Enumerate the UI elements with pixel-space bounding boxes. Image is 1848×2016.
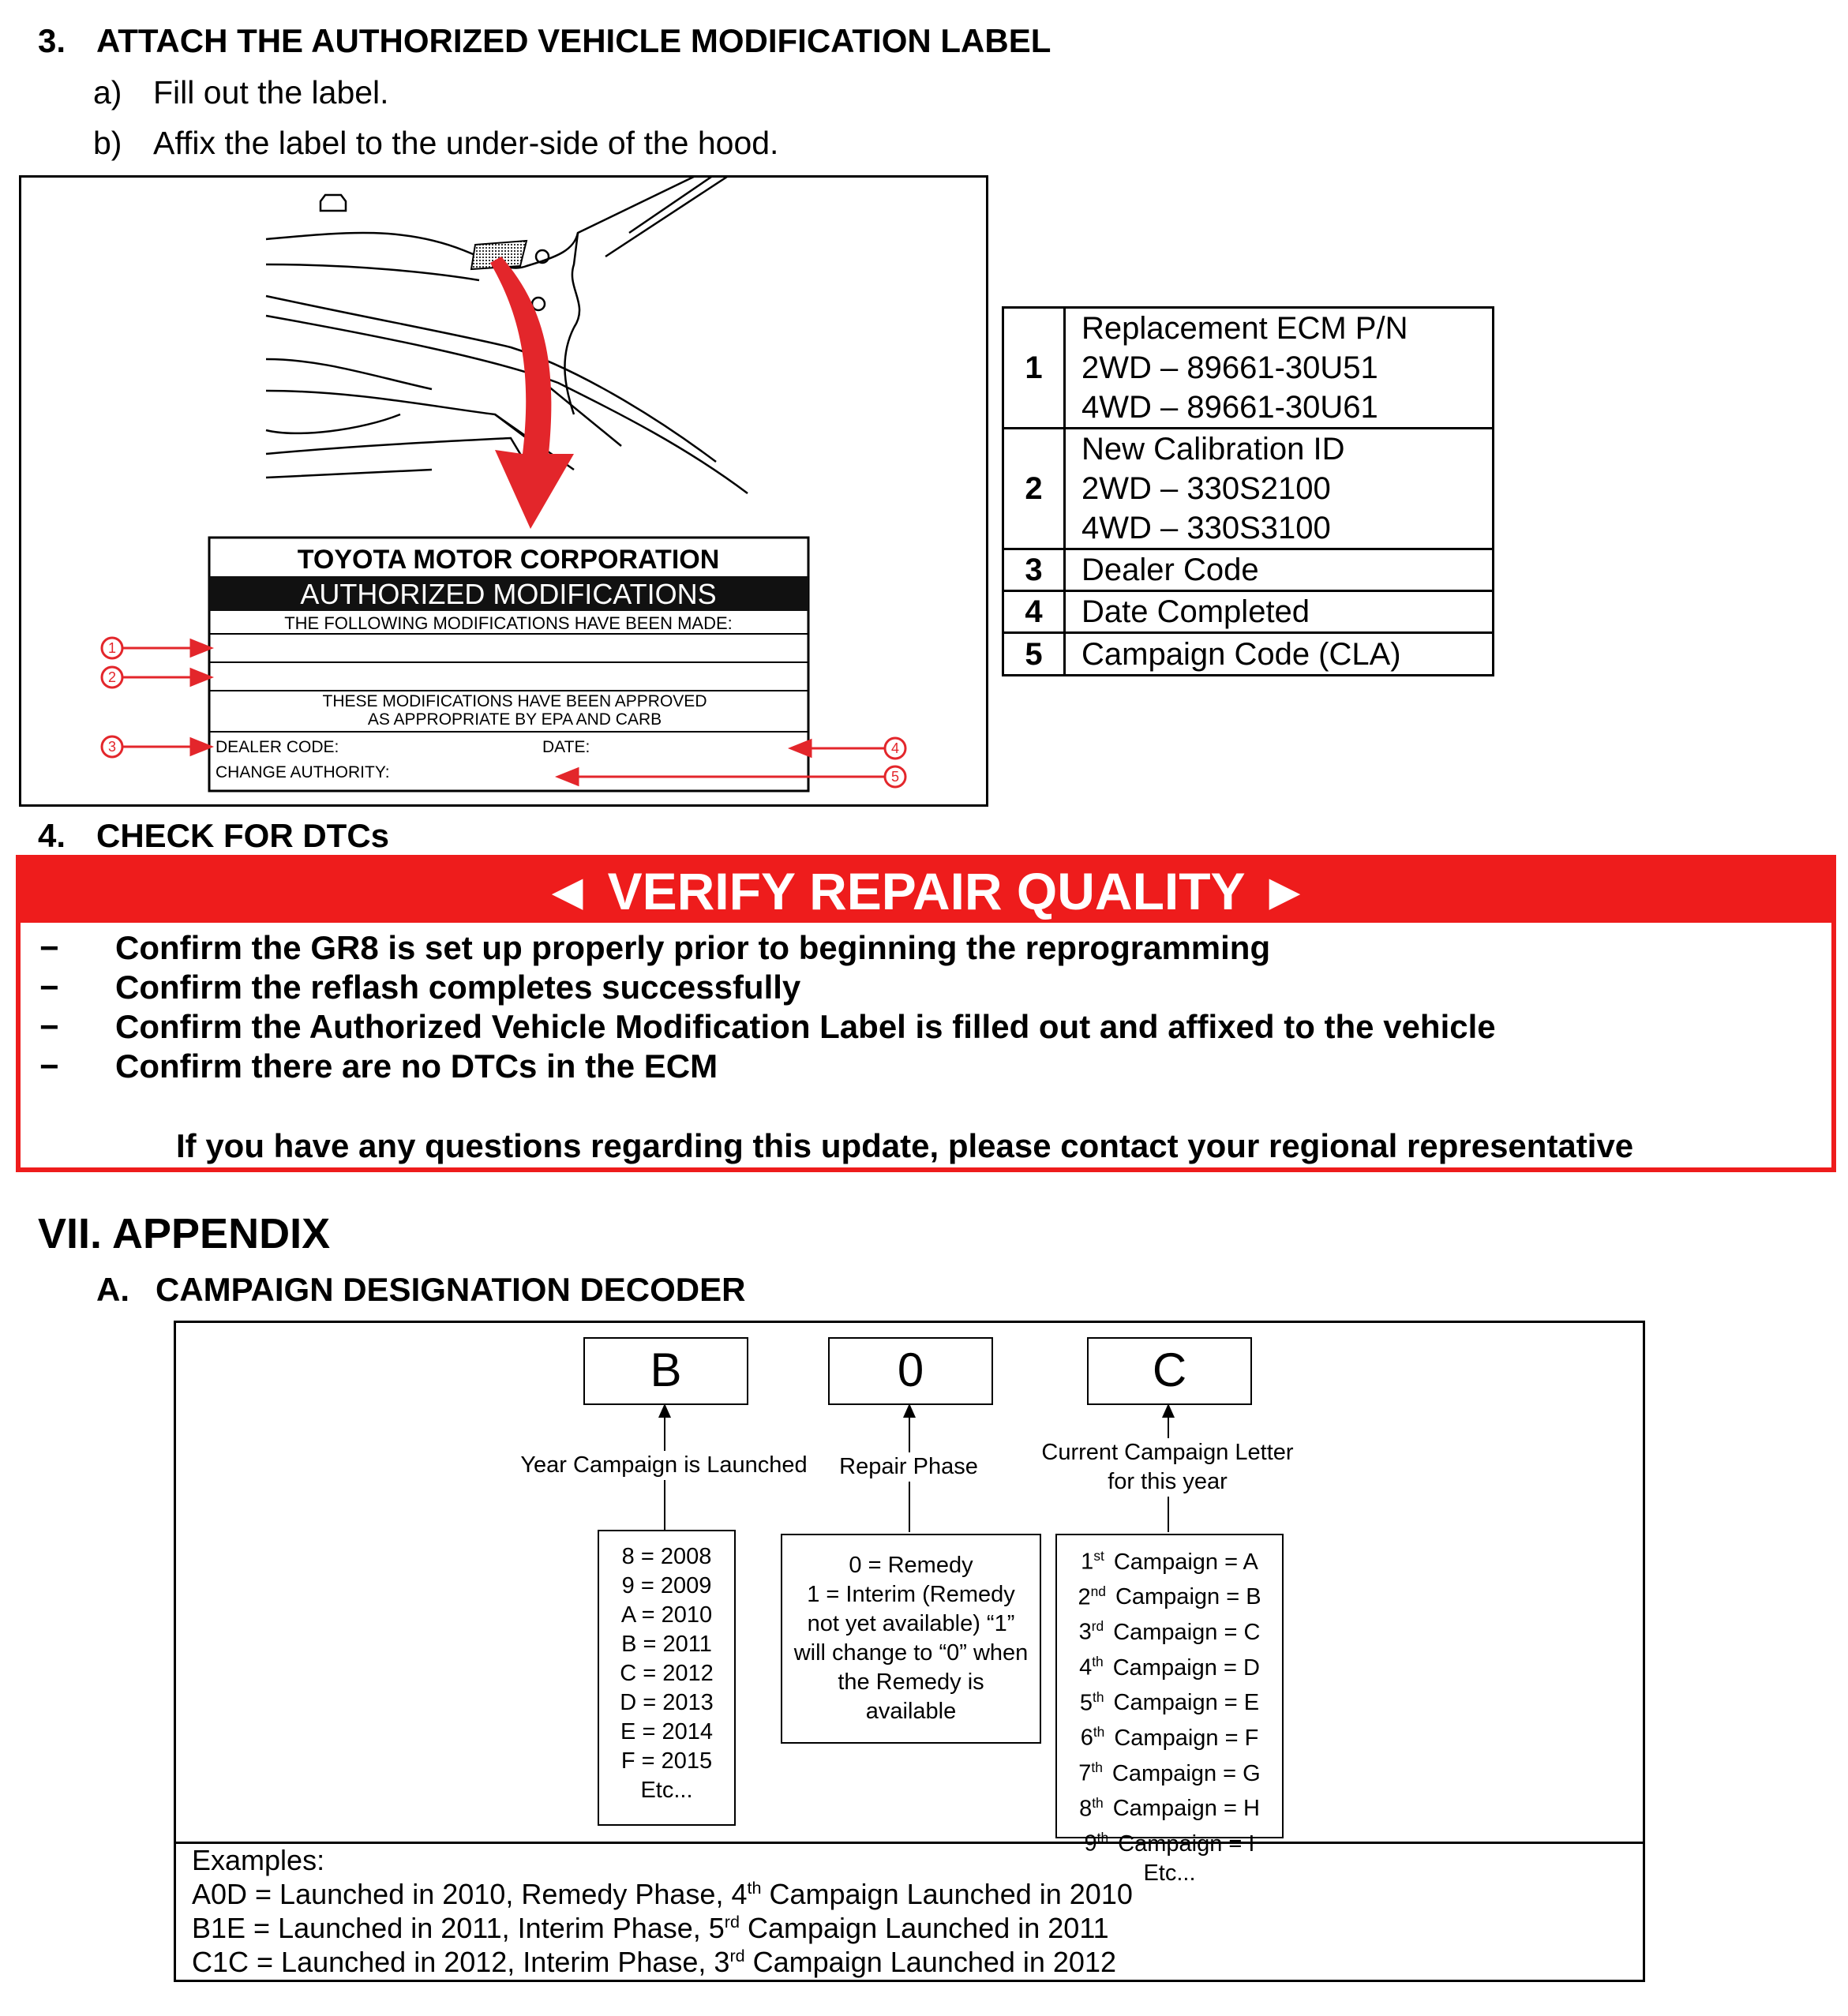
table-row: [1003, 429, 1494, 549]
ordinal-suffix: th: [1092, 1794, 1104, 1811]
label-field-table: [1002, 306, 1494, 676]
row-number: 3: [1003, 549, 1065, 591]
ordinal: 3: [1078, 1619, 1092, 1645]
caption-current-2: for this year: [1033, 1467, 1302, 1497]
label-dealer-code: DEALER CODE:: [216, 738, 339, 756]
ordinal-suffix: th: [1092, 1653, 1104, 1669]
row-number: 1: [1003, 308, 1065, 429]
cell-line: 2WD – 330S2100: [1081, 471, 1331, 506]
red-curved-arrow: [490, 257, 574, 529]
campaign-code: [1057, 1753, 1282, 1789]
cell-line: 4WD – 89661-30U61: [1081, 390, 1378, 425]
row-content: Date Completed: [1065, 591, 1494, 633]
dash: −: [39, 969, 59, 1006]
example-sup: th: [747, 1878, 762, 1898]
phase-code: will change to “0” when: [793, 1640, 1029, 1666]
cell-line: New Calibration ID: [1081, 432, 1345, 467]
dash: −: [39, 929, 59, 966]
step4-title: CHECK FOR DTCs: [96, 817, 390, 854]
campaign-text: Campaign = G: [1111, 1760, 1261, 1786]
year-code: D = 2013: [620, 1690, 714, 1715]
step3-title: ATTACH THE AUTHORIZED VEHICLE MODIFICATION LABEL: [96, 22, 1051, 59]
row-content: [1065, 308, 1494, 429]
item-text: Confirm there are no DTCs in the ECM: [115, 1047, 718, 1085]
campaign-text: Campaign = C: [1113, 1619, 1261, 1645]
ordinal: 9: [1084, 1831, 1097, 1857]
cell-line: 2WD – 89661-30U51: [1081, 350, 1378, 385]
arrow-up-icon: [1162, 1403, 1175, 1418]
example-line: [192, 1946, 1116, 1979]
arrow-up-icon: [658, 1403, 671, 1418]
label-change-authority: CHANGE AUTHORITY:: [216, 763, 390, 781]
callout-3: 3: [107, 739, 117, 755]
examples-title: Examples:: [192, 1844, 325, 1876]
row-number: 4: [1003, 591, 1065, 633]
label-date: DATE:: [542, 738, 590, 756]
row-number: 2: [1003, 429, 1065, 549]
campaign-codes-box: [1055, 1534, 1284, 1886]
cell-line: 4WD – 330S3100: [1081, 511, 1331, 545]
campaign-text: Campaign = H: [1112, 1796, 1260, 1822]
example-b: Campaign Launched in 2011: [740, 1912, 1109, 1944]
campaign-text: Campaign = I: [1118, 1831, 1255, 1857]
phase-code: available: [865, 1699, 957, 1724]
ordinal: 7: [1078, 1760, 1092, 1786]
year-code: F = 2015: [620, 1748, 713, 1774]
ordinal: 5: [1079, 1690, 1093, 1716]
letter-box-phase: 0: [828, 1337, 993, 1405]
campaign-code: [1057, 1542, 1282, 1577]
year-code: Etc...: [640, 1778, 693, 1803]
substep-a-text: Fill out the label.: [153, 74, 389, 111]
example-line: [192, 1878, 1133, 1911]
label-company: TOYOTA MOTOR CORPORATION: [297, 545, 720, 575]
table-row: [1003, 633, 1494, 676]
caption-phase: Repair Phase: [834, 1452, 984, 1482]
campaign-text: Campaign = A: [1113, 1549, 1258, 1575]
campaign-code: [1057, 1683, 1282, 1718]
ordinal-suffix: st: [1093, 1548, 1104, 1564]
example-b: Campaign Launched in 2010: [761, 1878, 1133, 1910]
arrow-up-icon: [903, 1403, 916, 1418]
ordinal-suffix: th: [1091, 1759, 1103, 1775]
phase-code: not yet available) “1”: [807, 1611, 1015, 1636]
year-code: B = 2011: [621, 1632, 712, 1657]
row-number: 5: [1003, 633, 1065, 676]
cell-line: Replacement ECM P/N: [1081, 311, 1408, 346]
row-content: [1065, 429, 1494, 549]
callout-2: 2: [107, 669, 117, 685]
label-illustration: [19, 175, 988, 807]
ordinal: 4: [1079, 1654, 1093, 1681]
ordinal-suffix: th: [1093, 1724, 1105, 1741]
campaign-code: [1057, 1612, 1282, 1647]
table-row: [1003, 308, 1494, 429]
campaign-text: Campaign = B: [1115, 1584, 1261, 1610]
substep-a-marker: a): [93, 74, 122, 111]
hood-and-label-drawing: [21, 178, 986, 804]
item-text: Confirm the GR8 is set up properly prior to beginning the reprogramming: [115, 929, 1271, 966]
ordinal: 2: [1078, 1584, 1091, 1610]
phase-code: 1 = Interim (Remedy: [807, 1582, 1015, 1607]
hood-drawing: [266, 178, 748, 493]
step3-number: 3.: [38, 22, 66, 59]
campaign-text: Campaign = F: [1114, 1725, 1259, 1751]
label-approved-1: THESE MODIFICATIONS HAVE BEEN APPROVED: [322, 692, 707, 710]
row-content: Campaign Code (CLA): [1065, 633, 1494, 676]
example-a: B1E = Launched in 2011, Interim Phase, 5: [192, 1912, 725, 1944]
ordinal-suffix: th: [1096, 1830, 1109, 1846]
campaign-code: [1057, 1718, 1282, 1753]
appendix-section-marker: A.: [96, 1271, 129, 1308]
callout-4: 4: [890, 740, 900, 756]
verify-repair-quality-box: [16, 855, 1836, 1172]
divider: [176, 1842, 1643, 1844]
example-sup: rd: [729, 1946, 745, 1965]
campaign-decoder: [174, 1321, 1645, 1982]
campaign-etc: Etc...: [1143, 1860, 1196, 1886]
ordinal-suffix: rd: [1091, 1618, 1104, 1635]
label-following: THE FOLLOWING MODIFICATIONS HAVE BEEN MADE:: [284, 613, 733, 633]
campaign-code: [1057, 1647, 1282, 1683]
item-text: Confirm the reflash completes successfully: [115, 969, 801, 1006]
ordinal-suffix: nd: [1090, 1583, 1106, 1599]
example-a: C1C = Launched in 2012, Interim Phase, 3: [192, 1946, 730, 1978]
example-a: A0D = Launched in 2010, Remedy Phase, 4: [192, 1878, 748, 1910]
appendix-section-title: CAMPAIGN DESIGNATION DECODER: [156, 1271, 746, 1308]
phase-codes-box: [781, 1534, 1041, 1744]
step4-number: 4.: [38, 817, 66, 854]
phase-code: 0 = Remedy: [849, 1553, 973, 1578]
table-row: [1003, 591, 1494, 633]
year-code: 9 = 2009: [621, 1573, 712, 1598]
campaign-code: [1057, 1577, 1282, 1613]
callout-5: 5: [890, 769, 900, 785]
table-row: [1003, 549, 1494, 591]
example-line: [192, 1912, 1109, 1945]
ordinal: 6: [1080, 1725, 1093, 1751]
modification-label: [209, 538, 808, 791]
label-heading: AUTHORIZED MODIFICATIONS: [300, 578, 717, 610]
row-content: Dealer Code: [1065, 549, 1494, 591]
verify-title: ◄ VERIFY REPAIR QUALITY ►: [21, 860, 1831, 923]
appendix-title: VII. APPENDIX: [38, 1210, 331, 1257]
dash: −: [39, 1008, 59, 1045]
year-code: 8 = 2008: [621, 1544, 712, 1569]
caption-current-1: Current Campaign Letter: [1033, 1438, 1302, 1467]
dash: −: [39, 1047, 59, 1085]
substep-b-marker: b): [93, 125, 122, 161]
year-code: A = 2010: [620, 1602, 713, 1628]
year-code: C = 2012: [620, 1661, 714, 1686]
ordinal: 1: [1081, 1549, 1094, 1575]
example-b: Campaign Launched in 2012: [744, 1946, 1116, 1978]
letter-box-year: B: [583, 1337, 748, 1405]
letter-box-campaign: C: [1087, 1337, 1252, 1405]
campaign-code: [1057, 1789, 1282, 1824]
caption-year: Year Campaign is Launched: [514, 1451, 814, 1480]
phase-code: the Remedy is: [838, 1669, 984, 1695]
label-approved-2: AS APPROPRIATE BY EPA AND CARB: [367, 710, 662, 729]
campaign-text: Campaign = E: [1113, 1690, 1260, 1716]
year-code: E = 2014: [620, 1719, 713, 1744]
campaign-text: Campaign = D: [1112, 1654, 1260, 1681]
item-text: Confirm the Authorized Vehicle Modification Label is filled out and affixed to the vehicle: [115, 1008, 1496, 1045]
example-sup: rd: [724, 1912, 740, 1932]
ordinal-suffix: th: [1093, 1688, 1104, 1705]
contact-note: If you have any questions regarding this update, please contact your regional representative: [176, 1127, 1634, 1164]
year-codes-box: [598, 1530, 736, 1826]
ordinal: 8: [1079, 1796, 1093, 1822]
callout-1: 1: [107, 640, 117, 656]
substep-b-text: Affix the label to the under-side of the hood.: [153, 125, 779, 161]
